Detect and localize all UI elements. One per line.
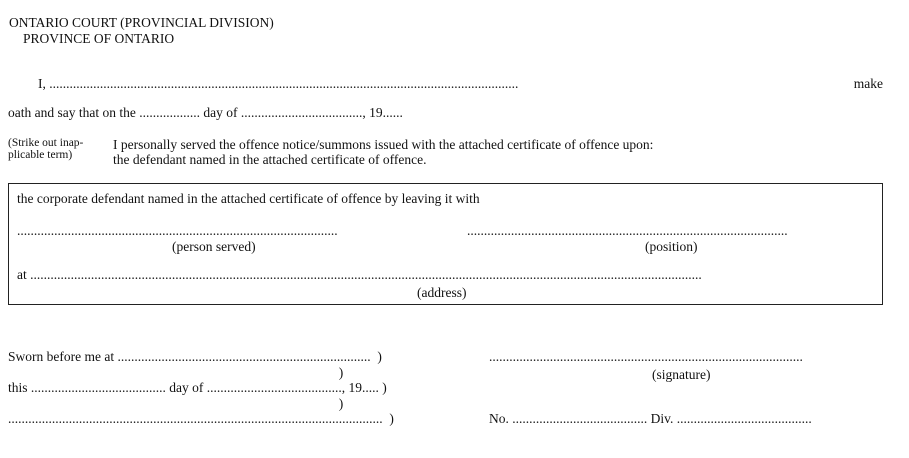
sworn-line-spacer-1: ) xyxy=(8,366,344,380)
address-line xyxy=(17,268,882,282)
address-label: (address) xyxy=(417,285,467,300)
commissioner-field[interactable]: ............................................................................................................... ) xyxy=(8,412,394,426)
position-field[interactable]: ............................................................................................... xyxy=(467,224,788,238)
person-served-field[interactable]: ............................................................................................... xyxy=(17,224,338,238)
sworn-line-location[interactable]: Sworn before me at ........................................................................... ) xyxy=(8,350,382,364)
person-served-label: (person served) xyxy=(172,239,256,254)
oath-make: make xyxy=(850,76,883,91)
signature-field[interactable]: ............................................................................................. xyxy=(489,350,803,364)
province-title: PROVINCE OF ONTARIO xyxy=(23,31,175,46)
oath-line-date[interactable]: oath and say that on the .................. day of ...................................., 19...... xyxy=(8,105,403,120)
strike-note-2: plicable term) xyxy=(8,149,73,161)
address-at: at xyxy=(17,267,31,282)
service-option-defendant: the defendant named in the attached certificate of offence. xyxy=(113,152,427,167)
position-label: (position) xyxy=(645,239,698,254)
address-field[interactable]: ....................................................................................................................................................................................................... xyxy=(30,268,702,282)
sworn-line-date[interactable]: this ........................................ day of ........................................, 19..... ) xyxy=(8,381,387,395)
court-title: ONTARIO COURT (PROVINCIAL DIVISION) xyxy=(9,15,274,30)
strike-note-1: (Strike out inap- xyxy=(8,137,84,149)
sworn-line-spacer-2: ) xyxy=(8,397,344,411)
name-field[interactable]: ........................................................................................................................................... xyxy=(49,77,519,91)
oath-line-name xyxy=(38,77,883,91)
oath-prefix: I, xyxy=(38,76,50,91)
signature-label: (signature) xyxy=(652,367,711,382)
badge-number-division[interactable]: No. ........................................ Div. ........................................ xyxy=(489,412,812,426)
corporate-heading: the corporate defendant named in the attached certificate of offence by leaving it with xyxy=(17,191,480,206)
service-option-personal: I personally served the offence notice/summons issued with the attached certificate of offence upon: xyxy=(113,137,654,152)
